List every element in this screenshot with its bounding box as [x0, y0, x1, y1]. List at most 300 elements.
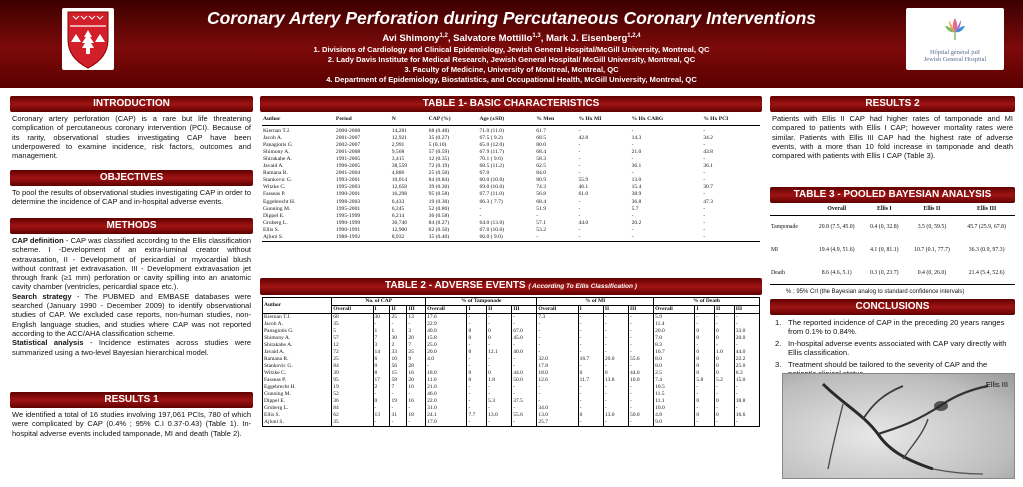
methods-paragraph-lead: Search strategy [12, 291, 72, 301]
table1-cell: Fasseas P. [263, 191, 286, 198]
table-row [263, 398, 760, 405]
table2-cell: 25 [390, 314, 407, 322]
table2-cell: - [578, 342, 603, 349]
table2-cell: 30 [390, 335, 407, 342]
table2-cell: - [512, 342, 537, 349]
table2-cell: 0 [695, 349, 715, 356]
table1-cell: 65.0 (12.0) [479, 142, 505, 149]
table-row [262, 220, 760, 227]
table2-cell: 22.2 [734, 356, 759, 363]
table2-cell: Witzke C. [263, 370, 332, 377]
table1-cell: 57.1 [536, 219, 546, 226]
table1-cell: 38,559 [391, 163, 408, 170]
table2-cell: 17.6 [426, 314, 467, 322]
table2-cell: - [603, 321, 628, 328]
table1-cell: 3,415 [391, 156, 405, 163]
table1-cell: - [578, 149, 581, 156]
table1-cell: 1990-2001 [335, 191, 361, 198]
table2-cell: 11.7 [578, 377, 603, 384]
table2-sub-header: Overall [537, 306, 578, 314]
table2-cell: - [628, 335, 653, 342]
table2-cell: - [715, 391, 735, 398]
table2-cell: 5.2 [715, 377, 735, 384]
table1-cell: 12,900 [391, 226, 408, 233]
table1-cell: 44.0 [578, 219, 589, 226]
table2-cell: 39 [332, 370, 373, 377]
table2-cell: Stankovic G. [263, 363, 332, 370]
table3-header-row [770, 203, 1015, 216]
table2-cell: 8.0 [654, 363, 695, 370]
table1-cell: Panagiotis G. [263, 142, 294, 149]
methods-paragraph-text: - The PUBMED and EMBASE databases were searched (January 1990 - December 2009) to identify observational studies of CAP. We excluded case reports, non-human studies, non-English language studies, and studies where CAP was not reported according to the ACC/AHA classification scheme. [12, 291, 251, 338]
table-row [770, 262, 1015, 285]
table2-sub-header: I [373, 306, 390, 314]
table2-cell: - [734, 391, 759, 398]
table3-cell: 3.5 (0, 59.5) [917, 224, 947, 231]
table2-cell: 5.9 [654, 314, 695, 322]
table2-cell: 20 [407, 377, 426, 384]
table-row [263, 370, 760, 377]
table2-cell: 31.0 [426, 405, 467, 412]
table2-cell: 19 [332, 384, 373, 391]
table3-cell: 0.4 (0, 32.8) [870, 224, 899, 231]
table2-sub-header: III [734, 306, 759, 314]
table1-cell: 39 (0.30) [428, 184, 450, 191]
table1-cell: 20.2 [631, 219, 642, 226]
table2-cell: - [537, 384, 578, 391]
introduction-heading: INTRODUCTION [10, 96, 253, 112]
table1-cell: 71.0 (11.0) [479, 128, 504, 135]
table2-cell: Javaid A. [263, 349, 332, 356]
table-row [263, 328, 760, 335]
table2-cell: - [537, 321, 578, 328]
table2-cell: - [628, 349, 653, 356]
affiliation-list [0, 45, 1023, 85]
table2-cell: - [628, 391, 653, 398]
table1-cell: - [536, 212, 539, 219]
table2-cell: - [578, 398, 603, 405]
table-row [262, 213, 760, 220]
table2-cell: - [467, 363, 487, 370]
table2-cell: 1 [390, 328, 407, 335]
table2-cell: 20.0 [654, 328, 695, 335]
table1-cell: 47.3 [703, 198, 713, 205]
table1-cell: 36.1 [631, 163, 642, 170]
table2-cell: 0 [467, 370, 487, 377]
table1-cell: - [578, 198, 581, 205]
table2-cell: 9.0 [654, 419, 695, 427]
table2-cell: 13.0 [487, 412, 512, 419]
table2-cell: Kiernan T.J. [263, 314, 332, 322]
table2-cell: 0 [695, 328, 715, 335]
table2-cell: 20 [407, 335, 426, 342]
table2-cell: 22.9 [426, 321, 467, 328]
table2-cell: - [734, 419, 759, 427]
table1-cell: - [578, 142, 581, 149]
table1-cell: 6,245 [391, 205, 405, 212]
table2-cell: - [628, 405, 653, 412]
table1-cell: 68.5 [536, 135, 546, 142]
table2-cell: 0 [695, 398, 715, 405]
table2-cell: 17 [373, 377, 390, 384]
table1-cell: 66.3 ( 7.7) [479, 198, 503, 205]
table-row [262, 227, 760, 234]
table2-cell: - [603, 405, 628, 412]
table1-cell: 1990-1999 [335, 219, 361, 226]
table1-cell: 68.4 [536, 149, 546, 156]
poster-title: Coronary Artery Perforation during Percutaneous Coronary Interventions [206, 8, 817, 28]
table1-cell: 43.8 [703, 149, 713, 156]
table2-cell: 0 [715, 398, 735, 405]
poster-header [0, 0, 1023, 88]
table2-cell: 18.8 [734, 398, 759, 405]
table1-cell: 30,746 [391, 219, 408, 226]
table2-cell: - [603, 314, 628, 322]
table1-cell: - [578, 163, 581, 170]
table2-cell: - [578, 363, 603, 370]
table1-cell: Kiernan T.J. [263, 128, 291, 135]
table1-cell: 1995-1999 [335, 212, 361, 219]
mcgill-crest-icon [62, 8, 114, 70]
table1-cell: 51.9 [536, 205, 546, 212]
table1-cell: 35 (0.27) [428, 135, 450, 142]
table1-cell: Javaid A. [263, 163, 284, 170]
table-row [262, 177, 760, 184]
table1-column-header: % Hx MI [577, 115, 630, 126]
table2-cell: 0 [695, 356, 715, 363]
table2-cell: 84 [332, 405, 373, 412]
objectives-text: To pool the results of observational studies investigating CAP in order to determine the incidence of CAP and in-hospital adverse events. [12, 188, 251, 207]
table1-cell: 60.0 (10.0) [479, 177, 505, 184]
table2-cell: 20.0 [603, 356, 628, 363]
table2-cell: 0 [695, 363, 715, 370]
table2-cell: 40.0 [426, 328, 467, 335]
table2-cell: 58 [390, 377, 407, 384]
methods-paragraph [12, 292, 251, 338]
table2-cell: 7.4 [654, 377, 695, 384]
table1-cell: 80.9 [536, 177, 546, 184]
table2-cell: 0 [467, 328, 487, 335]
table2-cell: - [578, 405, 603, 412]
table2-cell: - [695, 321, 715, 328]
table-row [262, 170, 760, 177]
table2-sub-header: II [715, 306, 735, 314]
table1-cell: 2001-2007 [335, 135, 361, 142]
table-row [263, 391, 760, 398]
table1-cell: - [703, 205, 706, 212]
table2-cell: 0 [603, 370, 628, 377]
table1-cell: Ramana R. [263, 170, 288, 177]
table-row [263, 349, 760, 356]
table1-cell: 12 (0.35) [428, 156, 450, 163]
table2-cell: - [695, 391, 715, 398]
table2-cell: 13 [407, 314, 426, 322]
table2-group-header: No. of CAP [332, 298, 426, 306]
table-row [262, 126, 760, 136]
table1-cell: 56.8 [536, 191, 546, 198]
table1-cell: 2000-2008 [335, 128, 361, 135]
table1-cell: - [631, 226, 634, 233]
table2-cell: 50.0 [628, 412, 653, 419]
jgh-logo-text [906, 49, 1004, 63]
table2-cell: Shimony A. [263, 335, 332, 342]
table2-cell: - [628, 328, 653, 335]
table2-cell: 31 [390, 412, 407, 419]
table2-cell: 21.0 [426, 384, 467, 391]
table2-sub-header: I [578, 306, 603, 314]
table3-cell: 19.4 (4.9, 51.6) [818, 247, 855, 253]
table1-cell: 68.5 (11.2) [479, 163, 504, 170]
table2-cell: - [734, 405, 759, 412]
table-row [262, 163, 760, 170]
table2-cell: - [512, 384, 537, 391]
table1-cell: 14.3 [631, 135, 642, 142]
table2-sub-header: II [603, 306, 628, 314]
table1-cell: 61.0 [578, 191, 589, 198]
table1-cell: 1995-2003 [335, 184, 361, 191]
table2-cell: 17.8 [537, 363, 578, 370]
table1-header-row [262, 115, 760, 126]
table1-cell: 36.8 [631, 198, 642, 205]
table1-cell: 57 (0.59) [428, 149, 450, 156]
table2-cell: - [407, 321, 426, 328]
table1-cell: 52 (0.80) [428, 205, 450, 212]
table2-cell: - [512, 405, 537, 412]
affiliation-line: 2. Lady Davis Institute for Medical Research, Jewish General Hospital/ McGill University, Montreal, QC [327, 55, 696, 65]
table2-cell: 44.0 [512, 370, 537, 377]
table2-cell: - [628, 384, 653, 391]
table2-cell: - [487, 419, 512, 427]
table2-cell: 7.0 [654, 335, 695, 342]
methods-paragraph [12, 338, 251, 357]
table1-cell: 1991-2005 [335, 156, 361, 163]
table-row [263, 377, 760, 384]
table2-cell: - [487, 342, 512, 349]
table2-cell: 8 [373, 370, 390, 377]
table1-cell: 62.5 [536, 163, 546, 170]
table1-cell: - [578, 226, 581, 233]
table1-cell: 12,658 [391, 184, 408, 191]
table2-cell: - [390, 321, 407, 328]
table2-cell: 33.0 [734, 328, 759, 335]
table1-cell: 13.0 [631, 177, 642, 184]
table2-cell: 12 [332, 342, 373, 349]
table2-cell: 10.0 [628, 377, 653, 384]
table2-cell: - [487, 314, 512, 322]
table1-cell: 6,433 [391, 198, 405, 205]
table2-cell: 0 [467, 349, 487, 356]
table2-cell: - [578, 335, 603, 342]
table2-cell: - [537, 349, 578, 356]
methods-paragraph-lead: CAP definition [12, 236, 64, 245]
table2-title: TABLE 2 - ADVERSE EVENTS [385, 280, 526, 291]
table1-cell: 1995-2001 [335, 205, 361, 212]
table1-column-header: Age (±SD) [478, 115, 535, 126]
table2-cell: 11.5 [654, 391, 695, 398]
table2-cell: - [628, 419, 653, 427]
table-row [263, 356, 760, 363]
table1-cell: 2002-2007 [335, 142, 361, 149]
methods-paragraph-text: - Incidence estimates across studies were summarized using a two-level Bayesian hierarchical model. [12, 338, 252, 357]
table1-cell: 66.0 ( 9.0) [478, 234, 535, 242]
table2-cell: - [487, 405, 512, 412]
table2-cell: Ajluni S. [263, 419, 332, 427]
table2-cell: - [715, 405, 735, 412]
table1-cell: - [479, 212, 482, 219]
table2-cell: Eggebrecht H. [263, 384, 332, 391]
table1-wrapper [260, 112, 762, 278]
table1-cell: 36.1 [703, 163, 713, 170]
table1-cell: 2001-2004 [335, 170, 361, 177]
table1-cell: 62 (0.50) [428, 226, 450, 233]
table1-cell: 95 (0.58) [428, 191, 450, 198]
methods-paragraph [12, 236, 251, 292]
table-row [263, 342, 760, 349]
table2-cell: 0 [695, 370, 715, 377]
results2-text: Patients with Ellis II CAP had higher rates of tamponade and MI compared to patients with Ellis I CAP; however mortality rates were similar. Patients with Ellis III CAP had the highest rate of adverse events, with a more than 10 fold increase in tamponade and death compared with patients with Ellis I CAP (Table 3). [772, 114, 1013, 161]
table3-column-header: Ellis II [906, 203, 959, 216]
table2-cell: 84 [332, 363, 373, 370]
table2-cell: - [628, 363, 653, 370]
table2-cell: - [373, 391, 390, 398]
table2-cell: 13.0 [537, 412, 578, 419]
table2-sub-header: II [390, 306, 407, 314]
table3-cell: Tamponade [771, 224, 798, 231]
table2-cell: 32.0 [537, 356, 578, 363]
table1-cell: 61.7 [536, 128, 546, 135]
table2-cell: 0 [487, 335, 512, 342]
table2-cell: 0 [373, 363, 390, 370]
table1-cell: 74.3 [536, 184, 546, 191]
table1-cell: Gruberg L. [263, 219, 288, 226]
table-row [262, 135, 760, 142]
table2-cell: 2 [373, 384, 390, 391]
table2-cell: 18.0 [426, 370, 467, 377]
table2-cell: 7 [390, 384, 407, 391]
angiogram-image [782, 373, 1015, 479]
table1-cell: - [535, 234, 577, 242]
table2-cell: 72 [332, 349, 373, 356]
ellis-iii-image-label: Ellis III [985, 380, 1008, 389]
table2-cell: - [715, 314, 735, 322]
table2-cell: 13.0 [603, 412, 628, 419]
table2-cell: - [487, 363, 512, 370]
table2-cell: 25.0 [734, 363, 759, 370]
table2-cell: 2 [390, 342, 407, 349]
table2-sub-header: Overall [654, 306, 695, 314]
author-name: Avi Shimony [382, 33, 440, 45]
table1-cell: - [703, 212, 706, 219]
table3-column-header [770, 203, 810, 216]
table2-cell: - [467, 321, 487, 328]
table2-cell: - [467, 419, 487, 427]
table1-cell: 4,886 [391, 170, 405, 177]
table2-cell: - [467, 356, 487, 363]
table1-cell: Shimony A. [263, 149, 290, 156]
table2-cell: Gruberg L. [263, 405, 332, 412]
results2-heading: RESULTS 2 [770, 96, 1015, 112]
table-row [262, 142, 760, 149]
table2-cell: Jacob A. [263, 321, 332, 328]
table2-cell: - [407, 419, 426, 427]
table1-cell: 38.9 [631, 191, 642, 198]
table1-cell: 9,568 [391, 149, 405, 156]
table2-cell: Gunning M. [263, 391, 332, 398]
table-row [263, 321, 760, 328]
table1-cell: - [578, 212, 581, 219]
table2-cell: - [467, 384, 487, 391]
table1-cell: 55.9 [578, 177, 589, 184]
table2-cell: 45.0 [512, 335, 537, 342]
table1-cell: 12,921 [391, 135, 408, 142]
table2-cell: 55.6 [512, 412, 537, 419]
table1-cell: 42.8 [578, 135, 589, 142]
table2-cell: 7 [373, 335, 390, 342]
table2-cell: - [578, 349, 603, 356]
left-column [10, 96, 253, 438]
table1-cell: - [631, 128, 634, 135]
table1-cell: - [703, 170, 706, 177]
table-row [262, 156, 760, 163]
table2-cell: 16.7 [578, 356, 603, 363]
table1-column-header: % Hx PCI [702, 115, 760, 126]
table2-cell: 25 [332, 356, 373, 363]
table2-cell: 5.8 [695, 377, 715, 384]
table1-cell: - [578, 156, 581, 163]
table1-cell: 1998-2003 [335, 198, 361, 205]
table2-cell: 28 [407, 363, 426, 370]
table2-cell: - [390, 419, 407, 427]
table-row [262, 184, 760, 191]
table1-cell: - [631, 170, 634, 177]
table2-cell: - [407, 391, 426, 398]
table2-cell: - [603, 419, 628, 427]
table2-cell: 0 [487, 370, 512, 377]
table2-sub-header: I [695, 306, 715, 314]
table2-cell: 44.0 [734, 349, 759, 356]
table1-cell: 16,298 [391, 191, 408, 198]
table2-cell: - [695, 419, 715, 427]
table2-cell: 22.0 [426, 398, 467, 405]
table2-cell: 1 [373, 328, 390, 335]
table1-cell: 68.4 [536, 198, 546, 205]
table2-cell: 7 [407, 342, 426, 349]
conclusion-item: Treatment should be tailored to the severity of CAP and the [788, 359, 988, 369]
table3-cell: 0.3 (0, 23.7) [863, 262, 906, 285]
table1-cell: Stankovic G. [263, 177, 293, 184]
table-row [262, 234, 760, 242]
table2-cell: 35 [332, 321, 373, 328]
table2-group-header: % of MI [537, 298, 654, 306]
table1-heading: TABLE 1- BASIC CHARACTERISTICS [260, 96, 762, 112]
table2-sub-header: II [487, 306, 512, 314]
table2-cell: - [512, 391, 537, 398]
table1-cell: 84 (0.84) [428, 177, 450, 184]
table2-cell: - [628, 321, 653, 328]
table2-cell: - [628, 398, 653, 405]
affiliation-line: 1. Divisions of Cardiology and Clinical Epidemiology, Jewish General Hospital/McGill University, Montreal, QC [313, 45, 710, 55]
table2-cell: - [487, 356, 512, 363]
affiliation-line: 3. Faculty of Medicine, University of Montreal, Montreal, QC [404, 65, 619, 75]
table2-cell: - [603, 391, 628, 398]
table2-cell: - [603, 363, 628, 370]
table2-cell: 25.7 [537, 419, 578, 427]
table1-cell: 46.1 [578, 184, 589, 191]
table3-column-header: Ellis I [863, 203, 906, 216]
table2-cell: 0 [715, 356, 735, 363]
table1-cell: - [703, 191, 706, 198]
table2-cell: - [734, 342, 759, 349]
